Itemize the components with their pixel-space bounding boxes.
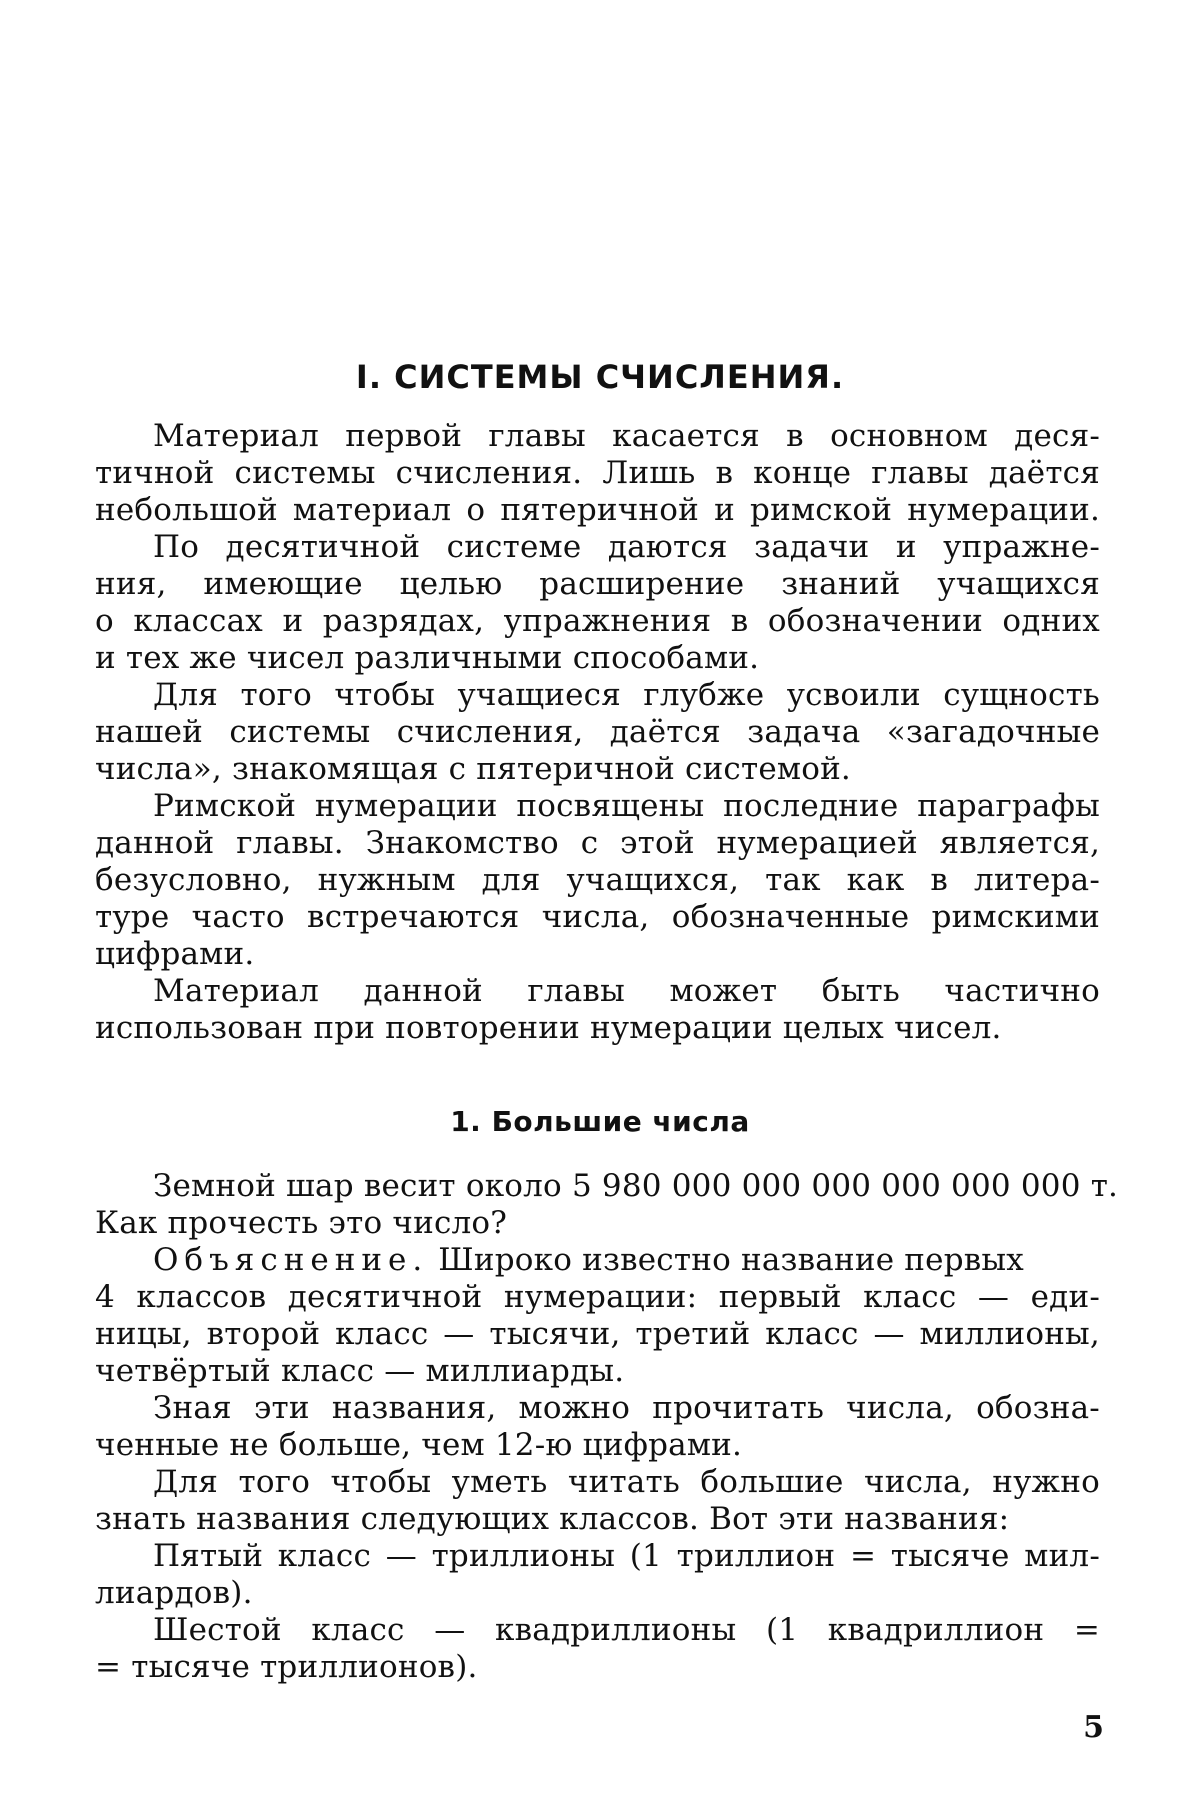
text-line: четвёртый класс — миллиарды.: [95, 1353, 625, 1389]
text-line: данной главы. Знакомство с этой нумерацией является,: [95, 825, 1100, 861]
text-line: По десятичной системе даются задачи и упражне-: [153, 529, 1100, 565]
text-line: Для того чтобы уметь читать большие числа, нужно: [153, 1464, 1100, 1500]
text-line: цифрами.: [95, 936, 255, 972]
paragraph: [95, 529, 1100, 677]
paragraph: [95, 788, 1100, 973]
paragraph: [95, 1168, 1119, 1242]
paragraph: [95, 1390, 1100, 1464]
text-line: Материал первой главы касается в основном деся-: [153, 418, 1100, 454]
text-line: о классах и разрядах, упражнения в обозначении одних: [95, 603, 1100, 639]
paragraph: [95, 1538, 1100, 1612]
section-title: 1. Большие числа: [450, 1105, 750, 1138]
text-line: [95, 1242, 1100, 1279]
text-line: 4 классов десятичной нумерации: первый класс — еди-: [95, 1279, 1100, 1315]
text-line: знать названия следующих классов. Вот эти названия:: [95, 1501, 1010, 1537]
text-line: = тысяче триллионов).: [95, 1649, 478, 1685]
text-line: Пятый класс — триллионы (1 триллион = тысяче мил-: [153, 1538, 1100, 1574]
text-line: числа», знакомящая с пятеричной системой.: [95, 751, 851, 787]
text-line: и тех же чисел различными способами.: [95, 640, 760, 676]
text-line: тичной системы счисления. Лишь в конце главы даётся: [95, 455, 1100, 491]
explanation-lead: Объяснение.: [153, 1242, 429, 1278]
paragraph: [95, 1612, 1100, 1686]
paragraph: [95, 973, 1100, 1047]
text-line: лиардов).: [95, 1575, 253, 1611]
paragraph: [95, 1464, 1100, 1538]
text-line: Земной шар весит около 5 980 000 000 000 000 000 000 т.: [153, 1168, 1119, 1204]
paragraph: [95, 677, 1100, 788]
paragraph: [95, 418, 1100, 529]
text-line: Римской нумерации посвящены последние параграфы: [153, 788, 1100, 824]
text-line: Шестой класс — квадриллионы (1 квадриллион =: [153, 1612, 1100, 1648]
text-fragment: Широко известно название первых: [428, 1242, 1024, 1278]
text-line: Зная эти названия, можно прочитать числа, обозна-: [153, 1390, 1100, 1426]
text-line: использован при повторении нумерации целых чисел.: [95, 1010, 1002, 1046]
chapter-title: I. СИСТЕМЫ СЧИСЛЕНИЯ.: [355, 358, 845, 396]
text-line: нашей системы счисления, даётся задача «загадочные: [95, 714, 1100, 750]
text-line: Материал данной главы может быть частично: [153, 973, 1100, 1009]
section-body: [95, 1168, 1119, 1686]
paragraph: [95, 1242, 1100, 1390]
text-line: ченные не больше, чем 12-ю цифрами.: [95, 1427, 743, 1463]
chapter-intro: [95, 418, 1100, 1047]
text-line: Как прочесть это число?: [95, 1205, 508, 1241]
text-line: Для того чтобы учащиеся глубже усвоили сущность: [153, 677, 1100, 713]
text-line: небольшой материал о пятеричной и римской нумерации.: [95, 492, 1100, 528]
text-line: ницы, второй класс — тысячи, третий класс — миллионы,: [95, 1316, 1100, 1352]
page-number: 5: [1083, 1710, 1104, 1745]
text-line: ния, имеющие целью расширение знаний учащихся: [95, 566, 1100, 602]
text-line: туре часто встречаются числа, обозначенные римскими: [95, 899, 1100, 935]
text-line: безусловно, нужным для учащихся, так как в литера-: [95, 862, 1100, 898]
